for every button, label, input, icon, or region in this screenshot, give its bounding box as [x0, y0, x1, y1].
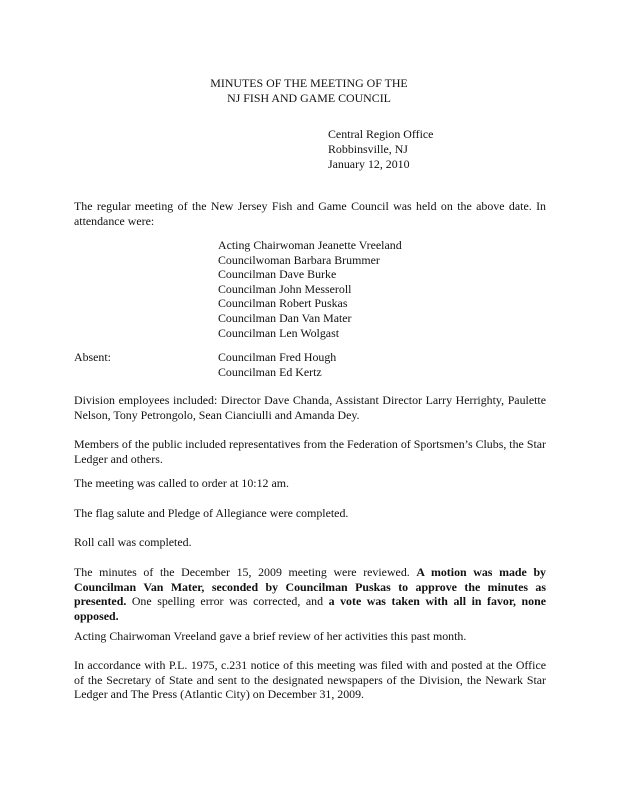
attendee-item: Councilman Len Wolgast	[218, 325, 340, 340]
minutes-text: One spelling error was corrected, and	[126, 594, 329, 609]
absent-item: Councilman Fred Hough	[218, 350, 337, 364]
notice-paragraph: In accordance with P.L. 1975, c.231 notice of this meeting was filed with and posted at the Office of the Secretary of State and sent to the designated newspapers of the Division, the Newark Star Ledger and The Press (Atlantic City) on December 31, 2009.	[74, 658, 546, 702]
meeting-location-block	[328, 127, 433, 172]
location-city: Robbinsville, NJ	[328, 142, 408, 156]
minutes-text: The minutes of the December 15, 2009 meeting were reviewed.	[74, 565, 417, 579]
absent-item: Councilman Ed Kertz	[218, 364, 322, 379]
roll-call-paragraph: Roll call was completed.	[74, 535, 192, 549]
employees-paragraph: Division employees included: Director Dave Chanda, Assistant Director Larry Herrighty, Paulette Nelson, Tony Petrongolo, Sean Cianciulli and Amanda Dey.	[74, 393, 546, 422]
location-office: Central Region Office	[328, 127, 434, 141]
public-paragraph: Members of the public included representatives from the Federation of Sportsmen’s Clubs, the Star Ledger and others.	[74, 437, 546, 466]
absent-label: Absent:	[74, 350, 111, 364]
attendee-item: Acting Chairwoman Jeanette Vreeland	[218, 238, 402, 252]
flag-salute-paragraph: The flag salute and Pledge of Allegiance were completed.	[74, 506, 349, 520]
document-title	[0, 76, 618, 106]
intro-paragraph: The regular meeting of the New Jersey Fish and Game Council was held on the above date. In attendance were:	[74, 199, 546, 228]
chair-review-paragraph: Acting Chairwoman Vreeland gave a brief review of her activities this past month.	[74, 629, 467, 643]
attendee-item: Councilwoman Barbara Brummer	[218, 252, 380, 267]
title-line-1: MINUTES OF THE MEETING OF THE	[210, 76, 408, 90]
meeting-date: January 12, 2010	[328, 157, 410, 171]
absent-list	[218, 350, 336, 379]
attendee-item: Councilman Dan Van Mater	[218, 310, 352, 325]
attendee-item: Councilman Dave Burke	[218, 267, 337, 282]
call-to-order-paragraph: The meeting was called to order at 10:12 am.	[74, 476, 289, 490]
vote-text: a vote was taken with all in favor, none opposed.	[74, 594, 546, 623]
title-line-2: NJ FISH AND GAME COUNCIL	[227, 91, 391, 105]
minutes-paragraph	[74, 565, 546, 623]
attendee-item: Councilman John Messeroll	[218, 281, 352, 296]
motion-text: A motion was made by Councilman Van Mater, seconded by Councilman Puskas to approve the minutes as presented.	[74, 565, 546, 609]
attendee-item: Councilman Robert Puskas	[218, 296, 348, 311]
attendee-list	[218, 238, 402, 340]
